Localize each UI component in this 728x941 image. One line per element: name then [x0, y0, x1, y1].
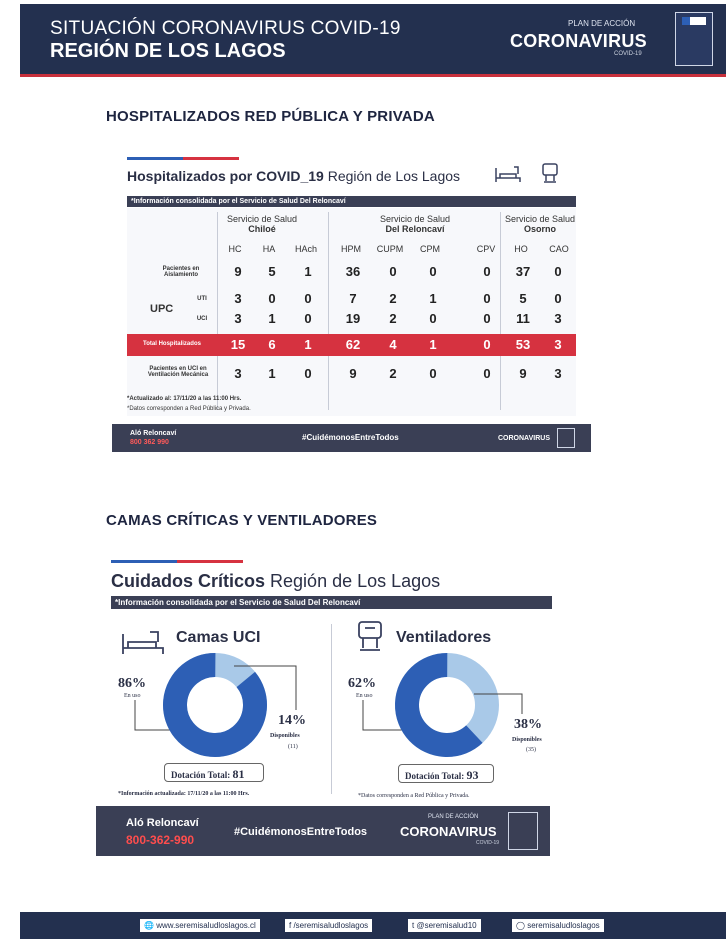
hosp-title-rest: Región de Los Lagos — [323, 168, 461, 184]
table-cell: 3 — [234, 311, 242, 326]
col-header: CPM — [420, 244, 440, 254]
col-header: CUPM — [376, 244, 404, 254]
table-cell: 1 — [429, 337, 437, 352]
table-cell: 2 — [389, 291, 397, 306]
uci-total-box: Dotación Total: 81 — [164, 763, 264, 782]
brand-sub: COVID-19 — [614, 51, 642, 57]
vent-total-box: Dotación Total: 93 — [398, 764, 494, 783]
critical-title-bold: Cuidados Críticos — [111, 571, 266, 591]
header-divider — [20, 74, 726, 77]
col-separator — [328, 212, 329, 410]
col-header: CPV — [476, 244, 496, 254]
hosp-card-title — [127, 168, 460, 184]
section2-heading: CAMAS CRÍTICAS Y VENTILADORES — [106, 512, 378, 529]
plan-label: PLAN DE ACCIÓN — [568, 19, 636, 28]
table-cell: 0 — [304, 366, 312, 381]
stripe-blue — [111, 560, 177, 563]
col-header: CAO — [549, 244, 569, 254]
vent-title: Ventiladores — [396, 629, 492, 646]
table-cell: 0 — [483, 311, 491, 326]
uci-used-pct: 86% — [118, 676, 146, 691]
table-cell: 0 — [429, 311, 437, 326]
ventilator-icon — [355, 620, 387, 656]
table-cell: 36 — [345, 264, 361, 279]
table-cell: 4 — [389, 337, 397, 352]
hosp-data-note: *Datos corresponden a Red Pública y Privada. — [127, 406, 251, 412]
web-link[interactable]: 🌐 www.seremisaludloslagos.cl — [140, 919, 260, 932]
table-cell: 0 — [389, 264, 397, 279]
row-label: Pacientes en UCI en Ventilación Mecánica — [147, 366, 209, 378]
table-cell: 5 — [519, 291, 527, 306]
phone-number: 800 362 990 — [130, 439, 169, 446]
table-cell: 37 — [515, 264, 531, 279]
table-cell: 3 — [554, 311, 562, 326]
row-label: UTI — [197, 296, 207, 302]
col-separator — [500, 212, 501, 410]
critical-updated: *Información actualizada: 17/11/20 a las 11:00 Hrs. — [118, 791, 250, 797]
critical-data-note: *Datos corresponden a Red Pública y Privada. — [358, 793, 470, 799]
table-cell: 0 — [483, 264, 491, 279]
brand-label: CORONAVIRUS — [510, 31, 647, 51]
critical-card-title — [111, 571, 440, 592]
panel-separator — [331, 624, 332, 794]
table-cell: 53 — [515, 337, 531, 352]
table-cell: 62 — [345, 337, 361, 352]
page-header — [20, 4, 726, 74]
vent-used-label: En uso — [356, 693, 373, 699]
col-header: HPM — [341, 244, 361, 254]
critical-title-rest: Región de Los Lagos — [265, 571, 441, 591]
hosp-updated: *Actualizado al: 17/11/20 a las 11:00 Hrs. — [127, 396, 242, 402]
critical-footer-bar — [96, 806, 550, 856]
hashtag: #CuidémonosEntreTodos — [234, 826, 368, 838]
table-cell: 15 — [230, 337, 246, 352]
table-cell: 19 — [345, 311, 361, 326]
instagram-link[interactable]: ◯ seremisaludloslagos — [512, 919, 604, 932]
table-cell: 0 — [483, 291, 491, 306]
table-cell: 3 — [234, 291, 242, 306]
hosp-title-bold: Hospitalizados por COVID_19 — [127, 168, 324, 184]
facebook-link[interactable]: f /seremisaludloslagos — [285, 919, 372, 932]
col-header: HAch — [294, 244, 317, 254]
table-cell: 1 — [268, 311, 276, 326]
twitter-link[interactable]: t @seremisalud10 — [408, 919, 481, 932]
uci-used-label: En uso — [124, 693, 141, 699]
table-cell: 0 — [483, 366, 491, 381]
uci-free-pct: 14% — [278, 713, 306, 728]
table-cell: 5 — [268, 264, 276, 279]
phone-number: 800-362-990 — [126, 833, 195, 847]
vent-used-pct: 62% — [348, 676, 376, 691]
row-label: Pacientes en Aislamiento — [162, 266, 200, 278]
footer-brand: CORONAVIRUS — [400, 824, 497, 839]
vent-free-pct: 38% — [514, 717, 542, 732]
table-cell: 6 — [268, 337, 276, 352]
table-cell: 7 — [349, 291, 357, 306]
table-cell: 1 — [304, 264, 312, 279]
service-osorno: Servicio de Salud Osorno — [504, 214, 576, 234]
table-cell: 3 — [554, 366, 562, 381]
header-title-line2: REGIÓN DE LOS LAGOS — [50, 40, 286, 62]
row-label: Total Hospitalizados — [143, 341, 201, 347]
table-cell: 0 — [554, 264, 562, 279]
footer-plan: PLAN DE ACCIÓN — [428, 814, 479, 820]
vent-free-label: Disponibles — [512, 737, 542, 743]
table-cell: 0 — [268, 291, 276, 306]
table-cell: 0 — [304, 291, 312, 306]
table-cell: 0 — [554, 291, 562, 306]
table-cell: 3 — [554, 337, 562, 352]
service-reloncavi: Servicio de Salud Del Reloncaví — [379, 214, 451, 234]
phone-label: Aló Reloncaví — [126, 817, 199, 829]
hashtag: #CuidémonosEntreTodos — [302, 433, 399, 442]
table-cell: 1 — [429, 291, 437, 306]
col-header: HA — [262, 244, 276, 254]
uci-free-count: (11) — [288, 744, 298, 750]
table-cell: 1 — [268, 366, 276, 381]
uci-free-label: Disponibles — [270, 733, 300, 739]
col-separator — [217, 212, 218, 410]
header-title-line1: SITUACIÓN CORONAVIRUS COVID-19 — [50, 18, 401, 39]
table-cell: 9 — [234, 264, 242, 279]
col-header: HO — [514, 244, 528, 254]
seal-icon — [508, 812, 538, 850]
ventilator-icon — [540, 162, 562, 186]
social-bar — [20, 912, 726, 939]
table-cell: 0 — [429, 264, 437, 279]
uci-total: 81 — [232, 767, 245, 781]
uci-free-leader — [226, 660, 306, 714]
seal-icon — [557, 428, 575, 448]
hosp-note-bar: *Información consolidada por el Servicio de Salud Del Reloncaví — [127, 196, 576, 207]
vent-free-leader — [470, 688, 530, 718]
stripe-blue — [127, 157, 183, 160]
hospital-bed-icon — [494, 164, 522, 184]
col-header: HC — [228, 244, 242, 254]
table-cell: 1 — [304, 337, 312, 352]
upc-label: UPC — [150, 303, 174, 315]
table-cell: 9 — [349, 366, 357, 381]
critical-note-bar: *Información consolidada por el Servicio de Salud Del Reloncaví — [111, 596, 552, 609]
table-cell: 2 — [389, 366, 397, 381]
table-cell: 2 — [389, 311, 397, 326]
vent-free-count: (35) — [526, 747, 536, 753]
phone-label: Aló Reloncaví — [130, 430, 177, 437]
table-cell: 3 — [234, 366, 242, 381]
table-cell: 0 — [483, 337, 491, 352]
vent-total: 93 — [466, 768, 479, 782]
row-label: UCI — [196, 316, 208, 322]
footer-brand-sub: COVID-19 — [476, 840, 500, 846]
table-cell: 0 — [429, 366, 437, 381]
section1-heading: HOSPITALIZADOS RED PÚBLICA Y PRIVADA — [106, 108, 435, 125]
stripe-red — [183, 157, 239, 160]
footer-brand: CORONAVIRUS — [498, 435, 550, 442]
stripe-red — [177, 560, 243, 563]
hosp-footer-bar — [112, 424, 591, 452]
table-cell: 9 — [519, 366, 527, 381]
government-seal-icon — [675, 12, 713, 66]
table-cell: 11 — [516, 311, 530, 326]
uci-title: Camas UCI — [176, 629, 261, 646]
service-chiloe: Servicio de Salud Chiloé — [226, 214, 298, 234]
table-cell: 0 — [304, 311, 312, 326]
